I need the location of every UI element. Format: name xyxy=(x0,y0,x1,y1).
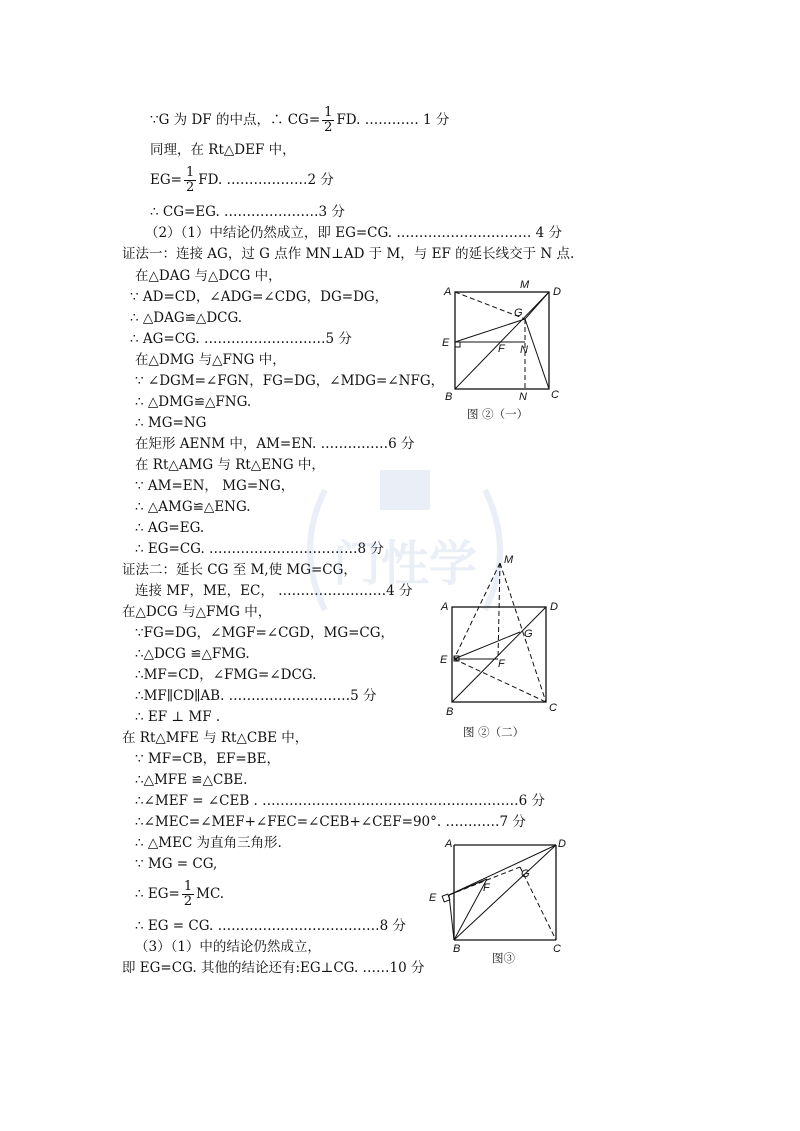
label-N-bottom: N xyxy=(519,391,527,403)
label-F: F xyxy=(498,343,505,355)
line-20: ∴ EG=CG. ……………………………8 分 xyxy=(135,541,384,557)
line-3 xyxy=(150,166,334,195)
line-13: ∴ △DMG≌△FNG. xyxy=(135,394,252,410)
frac-denominator: 2 xyxy=(324,120,333,135)
label-M: M xyxy=(520,279,530,291)
line-30: ∵ MF=CB，EF=BE， xyxy=(135,751,280,767)
label-D: D xyxy=(558,838,566,850)
line-31: ∴△MFE ≌△CBE. xyxy=(135,772,248,788)
line-23: 在△DCG 与△FMG 中， xyxy=(122,604,272,620)
figure-2-2 xyxy=(440,553,580,727)
line-22: 连接 MF，ME，EC， ……………………4 分 xyxy=(135,583,413,599)
line-32: ∴∠MEF = ∠CEB . …………………………………………………6 分 xyxy=(135,793,546,809)
line-3-b: FD. ………………2 分 xyxy=(198,172,334,188)
label-G: G xyxy=(514,307,523,319)
label-A: A xyxy=(441,601,449,613)
line-10: ∴ AG=CG. ………………………5 分 xyxy=(130,331,352,347)
fraction-half xyxy=(184,166,196,195)
figure-2-1 xyxy=(440,278,580,407)
label-F: F xyxy=(498,658,505,670)
label-G: G xyxy=(524,628,533,640)
frac-denominator: 2 xyxy=(183,894,193,909)
line-16: 在 Rt△AMG 与 Rt△ENG 中， xyxy=(135,457,325,473)
label-E: E xyxy=(429,892,437,904)
fraction-half xyxy=(322,106,334,135)
line-33: ∴∠MEC=∠MEF+∠FEC=∠CEB+∠CEF=90°. …………7 分 xyxy=(135,814,526,830)
line-36-a: ∴ EG= xyxy=(135,886,180,902)
line-17: ∵ AM=EN， MG=NG， xyxy=(135,478,295,494)
line-14: ∴ MG=NG xyxy=(135,415,207,431)
line-24: ∵FG=DG，∠MGF=∠CGD，MG=CG， xyxy=(135,625,395,641)
line-2: 同理，在 Rt△DEF 中， xyxy=(150,142,296,158)
fraction-half xyxy=(182,880,194,909)
line-1-b: FD. ………… 1 分 xyxy=(336,112,450,128)
line-27: ∴MF∥CD∥AB. ………………………5 分 xyxy=(135,688,377,704)
figure-2-1-caption: 图 ②（一） xyxy=(467,407,529,421)
line-4: ∴ CG=EG. …………………3 分 xyxy=(150,204,345,220)
frac-denominator: 2 xyxy=(185,180,195,195)
line-29: 在 Rt△MFE 与 Rt△CBE 中， xyxy=(122,730,309,746)
line-12: ∵ ∠DGM=∠FGN，FG=DG，∠MDG=∠NFG， xyxy=(135,373,445,389)
line-18: ∴ △AMG≌△ENG. xyxy=(135,499,251,515)
label-D: D xyxy=(553,286,561,298)
line-36 xyxy=(135,880,224,909)
figure-2-2-caption: 图 ②（二） xyxy=(463,725,525,739)
line-19: ∴ AG=EG. xyxy=(135,520,205,536)
label-E: E xyxy=(440,654,448,666)
label-B: B xyxy=(446,706,454,718)
label-B: B xyxy=(453,943,461,955)
frac-numerator: 1 xyxy=(183,879,193,894)
label-N: N xyxy=(520,344,528,356)
frac-numerator: 1 xyxy=(324,105,333,120)
line-28: ∴ EF ⊥ MF . xyxy=(135,709,221,725)
line-11: 在△DMG 与△FNG 中， xyxy=(135,352,286,368)
label-A: A xyxy=(445,838,453,850)
line-26: ∴MF=CD，∠FMG=∠DCG. xyxy=(135,667,317,683)
figure-3-caption: 图③ xyxy=(492,951,515,965)
line-15: 在矩形 AENM 中，AM=EN. ……………6 分 xyxy=(135,436,415,452)
line-34: ∴ △MEC 为直角三角形. xyxy=(135,835,282,851)
frac-numerator: 1 xyxy=(185,165,195,180)
label-C: C xyxy=(553,943,561,955)
line-25: ∴△DCG ≌△FMG. xyxy=(135,646,250,662)
label-A: A xyxy=(444,286,452,298)
line-8: ∵ AD=CD，∠ADG=∠CDG，DG=DG， xyxy=(130,289,389,305)
line-36-b: MC. xyxy=(196,886,225,902)
label-C: C xyxy=(549,702,557,714)
label-M: M xyxy=(504,554,514,566)
label-C: C xyxy=(551,389,559,401)
line-9: ∴ △DAG≌△DCG. xyxy=(130,310,243,326)
label-E: E xyxy=(442,337,450,349)
line-39: 即 EG=CG. 其他的结论还有:EG⊥CG. ……10 分 xyxy=(122,960,425,976)
line-5: （2）（1）中结论仍然成立，即 EG=CG. ………………………… 4 分 xyxy=(145,225,563,241)
label-D: D xyxy=(550,601,558,613)
label-F: F xyxy=(483,882,490,894)
line-6: 证法一：连接 AG，过 G 点作 MN⊥AD 于 M，与 EF 的延长线交于 N 点. xyxy=(122,246,575,262)
line-1 xyxy=(150,106,449,135)
label-G: G xyxy=(521,868,530,880)
label-B: B xyxy=(445,391,453,403)
line-38: （3）（1）中的结论仍然成立， xyxy=(135,939,321,955)
line-35: ∵ MG = CG, xyxy=(135,856,218,872)
line-1-a: ∵G 为 DF 的中点，∴ CG= xyxy=(150,112,321,128)
line-7: 在△DAG 与△DCG 中， xyxy=(135,268,282,284)
figure-3 xyxy=(425,835,575,959)
watermark-text: 门性学 xyxy=(332,536,478,592)
line-3-a: EG= xyxy=(150,172,182,188)
line-37: ∴ EG = CG. ………………………………8 分 xyxy=(135,918,407,934)
line-21: 证法二：延长 CG 至 M,使 MG=CG， xyxy=(122,562,357,578)
